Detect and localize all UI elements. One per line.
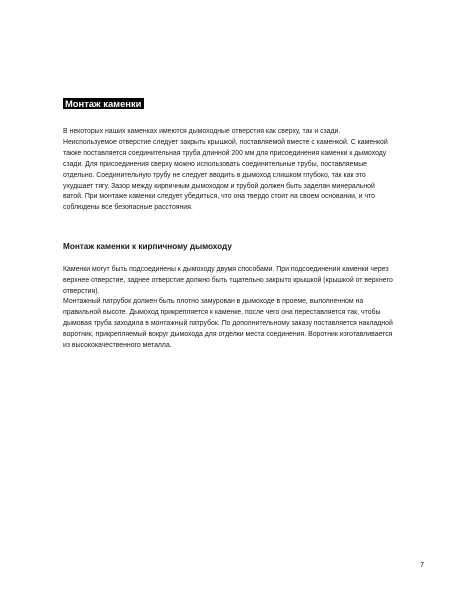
text-line: соблюдены все безопасные расстояния. xyxy=(63,204,193,212)
text-line: верхнее отверстие, заднее отверстие должно быть тщательно закрыто крышкой (крышкой от верхнего xyxy=(63,276,393,284)
text-line: Каменки могут быть подсоединены к дымоходу двумя способами. При подсоединении каменки через xyxy=(63,266,389,273)
text-line: отдельно. Соединительную трубу не следует вводить в дымоход слишком глубоко, так как это xyxy=(63,171,366,179)
text-line: также поставляется соединительная труба длинной 200 мм для присоединения каменки к дымоходу xyxy=(63,149,387,157)
text-line: дымовая труба заходила в монтажный патрубок. По дополнительному заказу поставляется накладной xyxy=(63,319,393,327)
paragraph-connection-methods xyxy=(63,265,401,298)
text-line: отверстия). xyxy=(63,287,100,295)
paragraph-installation-intro xyxy=(63,127,401,214)
paragraph-mounting-socket xyxy=(63,297,401,352)
text-line: Неиспользуемое отверстие следует закрыть крышкой, поставляемой вместе с каменкой. С каменкой xyxy=(63,138,388,146)
text-line: правильной высоте. Дымоход прикрепляется к каменке, после чего она переставляется так, чтобы xyxy=(63,308,381,316)
text-line: воротник, прикрепляемый вокруг дымохода для отделки места соединения. Воротник изготавливается xyxy=(63,330,393,338)
text-line: ухудшает тягу. Зазор между кирпичным дымоходом и трубой должен быть заделан минеральной xyxy=(63,182,375,190)
page-number: 7 xyxy=(420,560,425,569)
text-line: Монтажный патрубок должен быть плотно замурован в дымоходе в проеме, выполненном на xyxy=(63,298,364,305)
text-line: ватой. При монтаже каменки следует убедиться, что она твердо стоит на своем основании, и что xyxy=(63,193,376,201)
subheading-brick-chimney: Монтаж каменки к кирпичному дымоходу xyxy=(63,242,232,251)
text-line: из высококачественного металла. xyxy=(63,341,172,349)
text-line: В некоторых наших каменках имеются дымоходные отверстия как сверху, так и сзади. xyxy=(63,128,341,135)
section-title: Монтаж каменки xyxy=(63,98,144,109)
text-line: сзади. Для присоединения сверху можно использовать соединительные трубы, поставляемые xyxy=(63,160,368,168)
